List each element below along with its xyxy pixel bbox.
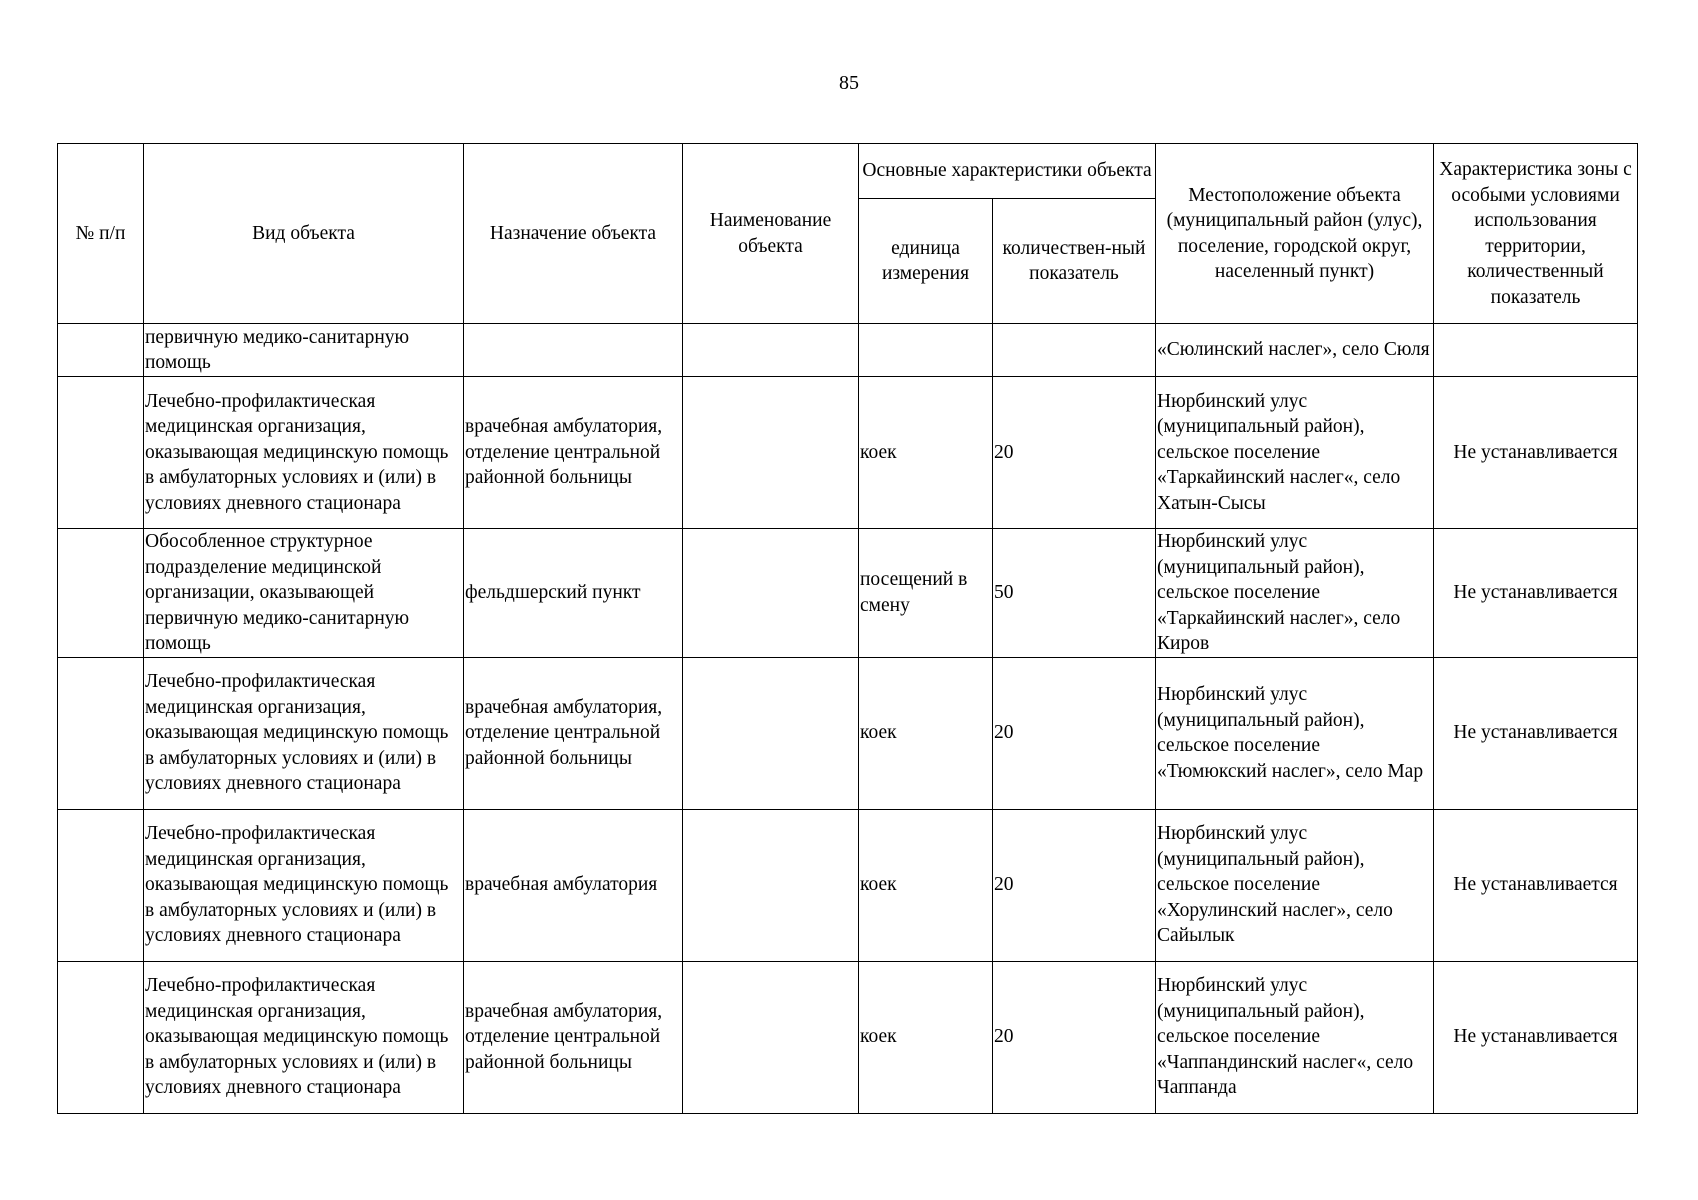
page-number: 85: [839, 72, 859, 94]
cell-type: Лечебно-профилактическая медицинская организация, оказывающая медицинскую помощь в амбулаторных условиях и (или) в условиях дневного стационара: [144, 377, 464, 529]
table-row: [58, 324, 1638, 377]
cell-name: [683, 809, 859, 961]
cell-unit: [859, 324, 993, 377]
cell-type: Лечебно-профилактическая медицинская организация, оказывающая медицинскую помощь в амбулаторных условиях и (или) в условиях дневного стационара: [144, 657, 464, 809]
cell-purpose: [464, 324, 683, 377]
cell-location: Нюрбинский улус (муниципальный район), сельское поселение «Хорулинский наслег», село Сайылык: [1156, 809, 1434, 961]
table-header-row: [58, 144, 1638, 199]
header-num: № п/п: [58, 144, 144, 324]
cell-unit: коек: [859, 377, 993, 529]
cell-unit: посещений в смену: [859, 529, 993, 658]
cell-num: [58, 809, 144, 961]
cell-location: Нюрбинский улус (муниципальный район), сельское поселение «Чаппандинский наслег«, село Чаппанда: [1156, 961, 1434, 1113]
cell-unit: коек: [859, 657, 993, 809]
cell-purpose: врачебная амбулатория, отделение центральной районной больницы: [464, 377, 683, 529]
cell-location: Нюрбинский улус (муниципальный район), сельское поселение «Тюмюкский наслег», село Мар: [1156, 657, 1434, 809]
cell-purpose: врачебная амбулатория: [464, 809, 683, 961]
cell-num: [58, 377, 144, 529]
cell-location: «Сюлинский наслег», село Сюля: [1156, 324, 1434, 377]
cell-num: [58, 961, 144, 1113]
cell-quantity: [993, 324, 1156, 377]
table-row: [58, 961, 1638, 1113]
cell-quantity: 20: [993, 377, 1156, 529]
header-unit: единица измерения: [859, 199, 993, 324]
cell-unit: коек: [859, 809, 993, 961]
cell-name: [683, 657, 859, 809]
cell-zone: Не устанавливается: [1434, 657, 1638, 809]
cell-type: Лечебно-профилактическая медицинская организация, оказывающая медицинскую помощь в амбулаторных условиях и (или) в условиях дневного стационара: [144, 961, 464, 1113]
cell-zone: [1434, 324, 1638, 377]
table-row: [58, 377, 1638, 529]
cell-purpose: фельдшерский пункт: [464, 529, 683, 658]
header-location: Местоположение объекта (муниципальный район (улус), поселение, городской округ, населенный пункт): [1156, 144, 1434, 324]
table-body: [58, 324, 1638, 1114]
cell-location: Нюрбинский улус (муниципальный район), сельское поселение «Таркайинский наслег», село Киров: [1156, 529, 1434, 658]
cell-name: [683, 377, 859, 529]
cell-zone: Не устанавливается: [1434, 809, 1638, 961]
cell-type: Обособленное структурное подразделение медицинской организации, оказывающей первичную медико-санитарную помощь: [144, 529, 464, 658]
table-row: [58, 809, 1638, 961]
cell-name: [683, 961, 859, 1113]
table-row: [58, 529, 1638, 658]
cell-location: Нюрбинский улус (муниципальный район), сельское поселение «Таркайинский наслег«, село Хатын-Сысы: [1156, 377, 1434, 529]
header-purpose: Назначение объекта: [464, 144, 683, 324]
header-zone: Характеристика зоны с особыми условиями использования территории, количественный показатель: [1434, 144, 1638, 324]
cell-zone: Не устанавливается: [1434, 529, 1638, 658]
cell-unit: коек: [859, 961, 993, 1113]
cell-quantity: 20: [993, 657, 1156, 809]
cell-zone: Не устанавливается: [1434, 377, 1638, 529]
cell-num: [58, 324, 144, 377]
cell-zone: Не устанавливается: [1434, 961, 1638, 1113]
objects-table: [57, 143, 1638, 1114]
cell-num: [58, 529, 144, 658]
cell-name: [683, 529, 859, 658]
cell-quantity: 20: [993, 809, 1156, 961]
cell-name: [683, 324, 859, 377]
cell-purpose: врачебная амбулатория, отделение центральной районной больницы: [464, 657, 683, 809]
cell-type: Лечебно-профилактическая медицинская организация, оказывающая медицинскую помощь в амбулаторных условиях и (или) в условиях дневного стационара: [144, 809, 464, 961]
cell-quantity: 50: [993, 529, 1156, 658]
cell-type: первичную медико-санитарную помощь: [144, 324, 464, 377]
header-quantity: количествен-ный показатель: [993, 199, 1156, 324]
cell-num: [58, 657, 144, 809]
header-type: Вид объекта: [144, 144, 464, 324]
cell-quantity: 20: [993, 961, 1156, 1113]
cell-purpose: врачебная амбулатория, отделение центральной районной больницы: [464, 961, 683, 1113]
header-name: Наименование объекта: [683, 144, 859, 324]
table-row: [58, 657, 1638, 809]
header-main-characteristics: Основные характеристики объекта: [859, 144, 1156, 199]
